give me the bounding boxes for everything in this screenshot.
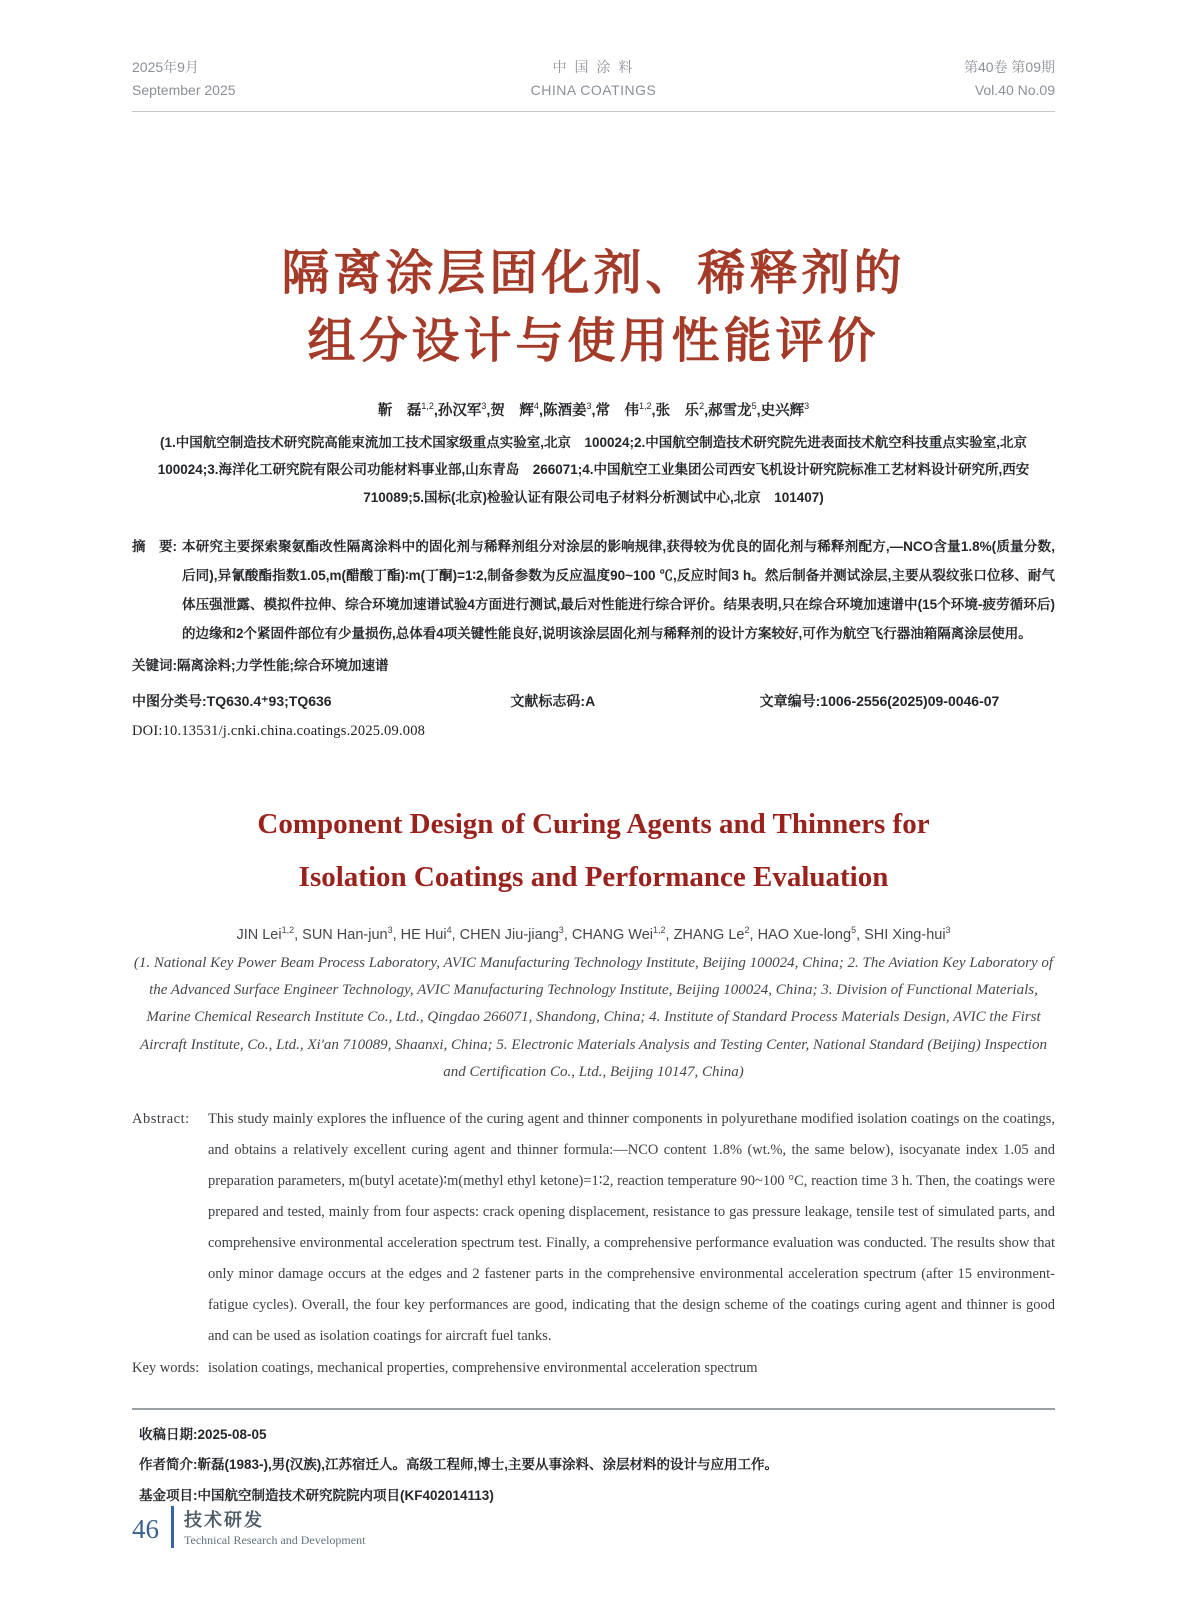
author: HE Hui$^4$, — [400, 924, 460, 943]
section-name-en: Technical Research and Development — [184, 1533, 366, 1547]
journal-header — [132, 56, 1055, 112]
section-name-cn: 技术研发 — [184, 1510, 264, 1530]
article-title-en — [132, 798, 1055, 905]
author: SUN Han-jun$^3$, — [302, 924, 401, 943]
abstract-cn-text: 本研究主要探索聚氨酯改性隔离涂料中的固化剂与稀释剂组分对涂层的影响规律,获得较为优良的固化剂与稀释剂配方,—NCO含量1.8%(质量分数,后同),异氰酸酯指数1.05,m(醋酸丁酯)∶m(丁酮)=1∶2,制备参数为反应温度90~100 ℃,反应时间3 h。然后制备并测试涂层,主要从裂纹张口位移、耐气体压强泄露、模拟件拉伸、综合环境加速谱试验4方面进行测试,最后对性能进行综合评价。结果表明,只在综合环境加速谱中(15个环境-疲劳循环后)的边缘和2个紧固件部位有少量损伤,总体看4项关键性能良好,说明该涂层固化剂与稀释剂的设计方案较好,可作为航空飞行器油箱隔离涂层使用。 — [182, 538, 1055, 641]
author: 孙汉军$^3$, — [437, 400, 491, 419]
page-footer — [132, 1506, 365, 1548]
keywords-en — [132, 1353, 1055, 1384]
header-date — [132, 56, 437, 102]
clc-number: 中图分类号:TQ630.4⁺93;TQ636 — [132, 692, 332, 709]
author: HAO Xue-long$^5$, — [757, 924, 865, 943]
document-code: 文献标志码:A — [510, 692, 596, 709]
author: ZHANG Le$^2$, — [673, 924, 758, 943]
footer-section — [184, 1506, 365, 1548]
abstract-en-text: This study mainly explores the influence of the curing agent and thinner components in polyurethane modified isolation coatings on the coatings, and obtains a relatively excellent curing agent and thinner formula:—NCO content 1.8% (wt.%, the same below), isocyanate index 1.05 and preparation parameters, m(butyl acetate)∶m(methyl ethyl ketone)=1∶2, reaction temperature 90~100 °C, reaction time 3 h. Then, the coatings were prepared and tested, mainly from four aspects: crack opening displacement, resistance to gas pressure leakage, tensile test of simulated parts, and comprehensive environmental acceleration spectrum test. Finally, a comprehensive performance evaluation was conducted. The results show that only minor damage occurs at the edges and 2 fastener parts in the comprehensive environmental acceleration spectrum (after 15 environment-fatigue cycles). Overall, the four key performances are good, indicating that the design scheme of the coatings curing agent and thinner is good and can be used as isolation coatings for aircraft fuel tanks. — [208, 1111, 1055, 1345]
footnote-author-bio: 作者简介:靳磊(1983-),男(汉族),江苏宿迁人。高级工程师,博士,主要从事涂料、涂层材料的设计与应用工作。 — [139, 1457, 779, 1473]
keywords-cn-label: 关键词: — [132, 657, 177, 673]
footnotes — [132, 1410, 1055, 1511]
article-id: 文章编号:1006-2556(2025)09-0046-07 — [759, 692, 1000, 709]
header-journal-en: CHINA COATINGS — [530, 82, 657, 99]
footnote-fund-project: 基金项目:中国航空制造技术研究院院内项目(KF402014113) — [139, 1487, 494, 1503]
header-issue — [750, 56, 1055, 102]
affiliation-en: (1. National Key Power Beam Process Laboratory, AVIC Manufacturing Technology Institute, Beijing 100024, China; 2. The Aviation Key Laboratory of the Advanced Surface Engineer Technology, AVIC Manufacturing Technology Institute, Beijing 100024, China; 3. Division of Functional Materials, Marine Chemical Research Institute Co., Ltd., Qingdao 266071, Shandong, China; 4. Institute of Standard Process Materials Design, AVIC the First Aircraft Institute, Co., Ltd., Xi'an 710089, Shaanxi, China; 5. Electronic Materials Analysis and Testing Center, National Standard (Beijing) Inspection and Certification Co., Ltd., Beijing 10147, China) — [133, 954, 1054, 1080]
doi: DOI:10.13531/j.cnki.china.coatings.2025.09.008 — [132, 722, 426, 739]
article-title-en-line1: Component Design of Curing Agents and Thinners for — [257, 807, 930, 840]
author: 靳 磊$^{1,2}$, — [377, 400, 438, 419]
abstract-cn — [132, 532, 1055, 648]
article-title-en-line2: Isolation Coatings and Performance Evaluation — [298, 861, 889, 894]
author-list-en — [132, 925, 1055, 943]
author: CHEN Jiu-jiang$^3$, — [459, 924, 572, 943]
header-journal-cn: 中 国 涂 料 — [552, 59, 635, 75]
abstract-en — [132, 1104, 1055, 1352]
header-issue-cn: 第40卷 第09期 — [963, 59, 1055, 75]
abstract-cn-label: 摘 要: — [132, 538, 177, 554]
article-title-cn-line1: 隔离涂层固化剂、稀释剂的 — [281, 247, 906, 301]
footnote-received-date: 收稿日期:2025-08-05 — [139, 1427, 267, 1443]
affiliation-cn: (1.中国航空制造技术研究院高能束流加工技术国家级重点实验室,北京 100024;2.中国航空制造技术研究院先进表面技术航空科技重点实验室,北京 100024;3.海洋化工研究院有限公司功能材料事业部,山东青岛 266071;4.中国航空工业集团公司西安飞机设计研究院标准工艺材料设计研究所,西安 710089;5.国标(北京)检验认证有限公司电子材料分析测试中心,北京 101407) — [157, 434, 1043, 505]
article-title-cn — [132, 240, 1055, 376]
author: 张 乐$^2$, — [655, 400, 709, 419]
keywords-cn — [132, 651, 1055, 680]
keywords-en-label: Key words: — [132, 1360, 200, 1377]
author-list-cn — [132, 399, 1055, 420]
keywords-en-text: isolation coatings, mechanical properties, comprehensive environmental acceleration spectrum — [208, 1360, 758, 1377]
author: 史兴辉$^3$ — [760, 400, 810, 419]
author: 郝雪龙$^5$, — [708, 400, 761, 419]
article-title-cn-line2: 组分设计与使用性能评价 — [307, 315, 880, 369]
author: JIN Lei$^{1,2}$, — [236, 924, 303, 943]
author: 贺 辉$^4$, — [490, 400, 543, 419]
classification-row — [132, 691, 1055, 711]
header-date-cn: 2025年9月 — [132, 59, 199, 75]
footer-bar — [171, 1506, 174, 1548]
abstract-en-label: Abstract: — [132, 1111, 190, 1128]
header-journal-name — [437, 56, 751, 102]
author: SHI Xing-hui$^3$ — [864, 924, 951, 943]
page-number: 46 — [132, 1514, 159, 1544]
header-date-en: September 2025 — [132, 82, 236, 99]
keywords-cn-text: 隔离涂料;力学性能;综合环境加速谱 — [177, 657, 389, 673]
author: 常 伟$^{1,2}$, — [595, 400, 656, 419]
header-issue-en: Vol.40 No.09 — [974, 82, 1055, 99]
author: CHANG Wei$^{1,2}$, — [571, 924, 674, 943]
author: 陈酒姜$^3$, — [542, 400, 596, 419]
